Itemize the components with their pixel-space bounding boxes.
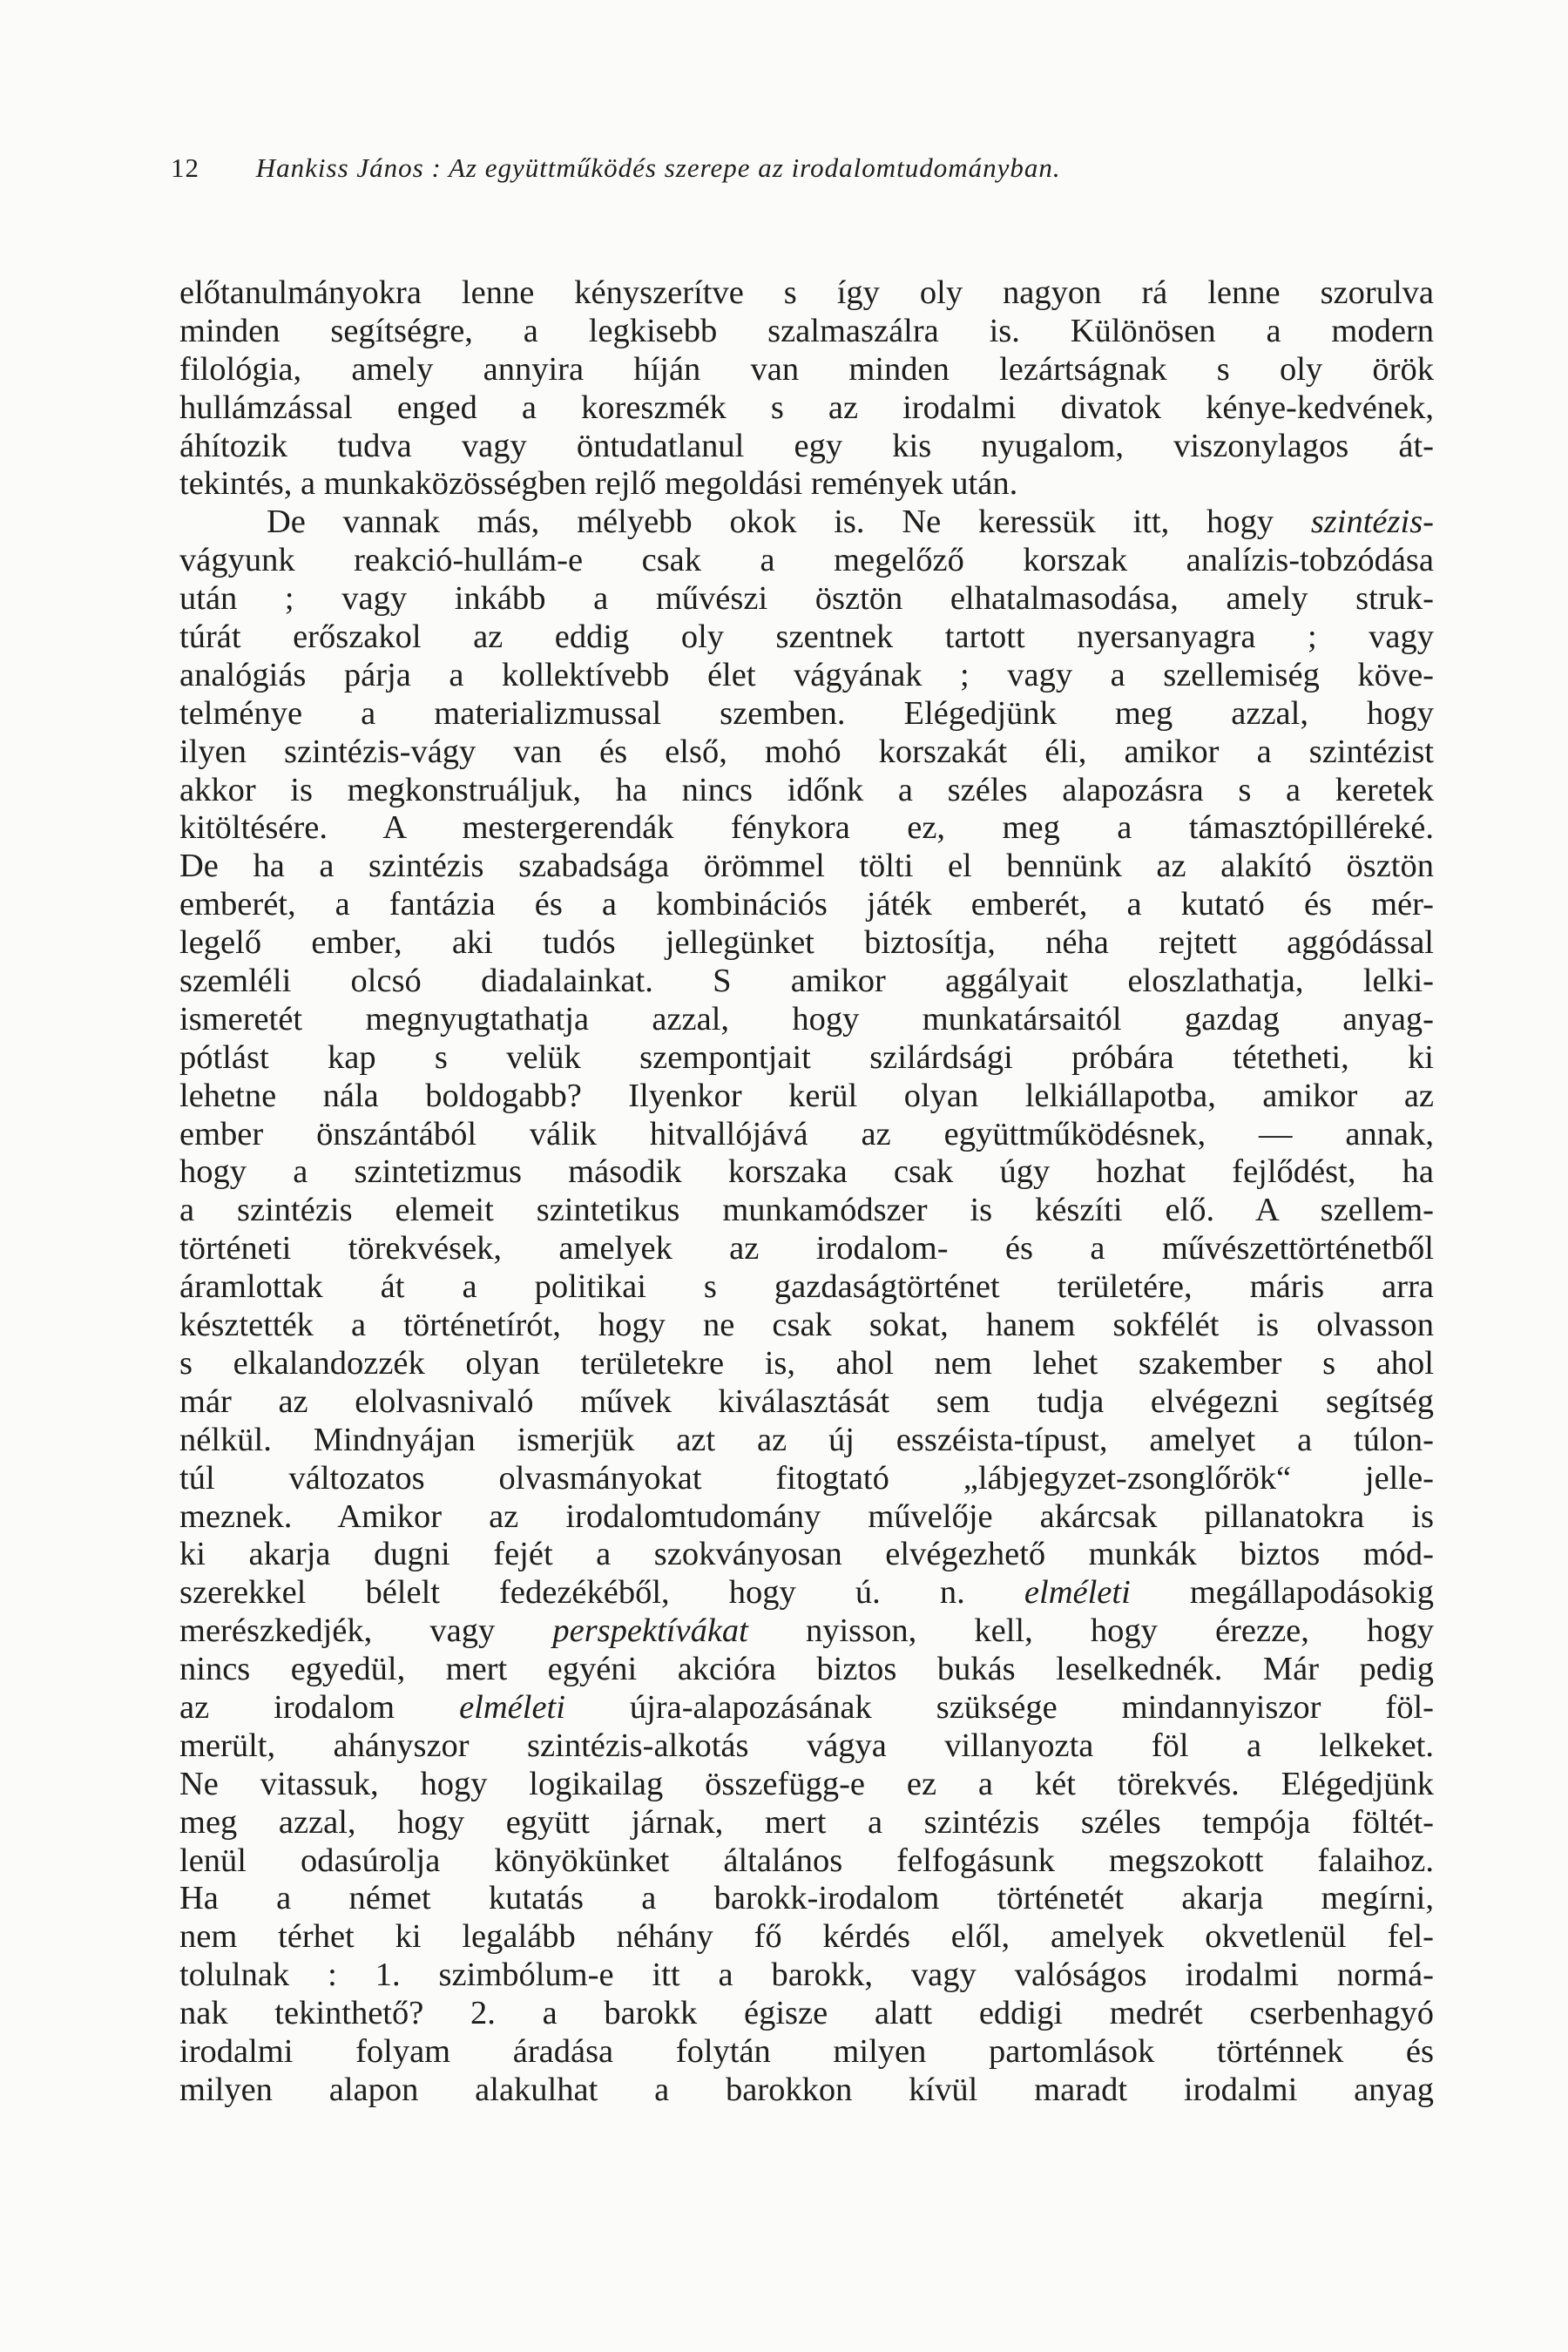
page-number: 12: [171, 152, 199, 183]
text-line: irodalmi folyam áradása folytán milyen partomlások történnek és: [179, 2032, 1434, 2070]
text-line: nak tekinthető? 2. a barokk égisze alatt eddigi medrét cserbenhagyó: [179, 1995, 1434, 2032]
text-line: telménye a materializmussal szemben. Elégedjünk meg azzal, hogy: [179, 694, 1434, 732]
italic-text-segment: perspektívákat: [552, 1612, 748, 1650]
text-line: áramlottak át a politikai s gazdaságtörténet területére, máris arra: [179, 1268, 1434, 1306]
text-line: már az elolvasnivaló művek kiválasztását sem tudja elvégezni segítség: [179, 1382, 1434, 1420]
text-line: nem térhet ki legalább néhány fő kérdés elől, amelyek okvetlenül fel-: [179, 1918, 1434, 1956]
text-line: ki akarja dugni fejét a szokványosan elvégezhető munkák biztos mód-: [179, 1536, 1434, 1573]
text-line: tekintés, a munkaközösségben rejlő megoldási remények után.: [179, 465, 1018, 503]
text-line: legelő ember, aki tudós jellegünket biztosítja, néha rejtett aggódással: [179, 924, 1434, 962]
text-line: milyen alapon alakulhat a barokkon kívül maradt irodalmi anyag: [179, 2071, 1434, 2108]
italic-text-segment: elméleti: [1024, 1574, 1131, 1612]
text-line: tolulnak : 1. szimbólum-e itt a barokk, vagy valóságos irodalmi normá-: [179, 1957, 1434, 1994]
text-line: túrát erőszakol az eddig oly szentnek tartott nyersanyagra ; vagy: [179, 618, 1434, 656]
text-segment: megállapodásokig: [1130, 1574, 1435, 1612]
text-line: áhítozik tudva vagy öntudatlanul egy kis nyugalom, viszonylagos át-: [179, 427, 1434, 464]
text-line: nélkül. Mindnyájan ismerjük azt az új esszéista-típust, amelyet a túlon-: [179, 1421, 1434, 1458]
text-line: hogy a szintetizmus második korszaka csak úgy hozhat fejlődést, ha: [179, 1153, 1434, 1191]
text-line: hullámzással enged a koreszmék s az irodalmi divatok kénye-kedvének,: [179, 389, 1434, 426]
running-header: [171, 146, 1443, 190]
text-line: emberét, a fantázia és a kombinációs játék emberét, a kutató és mér-: [179, 886, 1434, 923]
text-line: Ne vitassuk, hogy logikailag összefügg-e ez a két törekvés. Elégedjünk: [179, 1765, 1434, 1802]
text-line: vágyunk reakció-hullám-e csak a megelőző korszak analízis-tobzódása: [179, 542, 1434, 579]
text-line: késztették a történetírót, hogy ne csak sokat, hanem sokfélét is olvasson: [179, 1307, 1434, 1344]
text-segment: nyisson, kell, hogy érezze, hogy: [747, 1612, 1435, 1650]
text-line: ilyen szintézis-vágy van és első, mohó korszakát éli, amikor a szintézist: [179, 733, 1434, 770]
body-text: [179, 274, 1434, 2110]
text-line: történeti törekvések, amelyek az irodalom- és a művészettörténetből: [179, 1230, 1434, 1267]
text-line: után ; vagy inkább a művészi ösztön elhatalmasodása, amely struk-: [179, 580, 1434, 618]
text-line: ismeretét megnyugtathatja azzal, hogy munkatársaitól gazdag anyag-: [179, 1000, 1434, 1037]
text-line: [179, 504, 1434, 542]
text-segment: az irodalom: [179, 1688, 460, 1726]
text-line: meznek. Amikor az irodalomtudomány művelője akárcsak pillanatokra is: [179, 1497, 1434, 1535]
text-line: merült, ahányszor szintézis-alkotás vágya villanyozta föl a lelkeket.: [179, 1727, 1434, 1764]
text-line: [179, 1574, 1434, 1612]
text-line: előtanulmányokra lenne kényszerítve s így oly nagyon rá lenne szorulva: [179, 274, 1434, 311]
text-line: kitöltésére. A mestergerendák fénykora ez, meg a támasztópilléreké.: [179, 809, 1434, 847]
text-line: nincs egyedül, mert egyéni akcióra biztos bukás leselkednék. Már pedig: [179, 1651, 1434, 1688]
text-line: minden segítségre, a legkisebb szalmaszálra is. Különösen a modern: [179, 312, 1434, 349]
text-line: meg azzal, hogy együtt járnak, mert a szintézis széles tempója föltét-: [179, 1803, 1434, 1841]
text-segment: újra-alapozásának szüksége mindannyiszor föl-: [564, 1688, 1434, 1726]
running-title: Hankiss János : Az együttműködés szerepe az irodalomtudományban.: [255, 152, 1061, 183]
text-segment: De vannak más, mélyebb okok is. Ne keressük itt, hogy: [267, 504, 1311, 541]
text-line: [179, 1689, 1434, 1727]
text-line: pótlást kap s velük szempontjait szilárdsági próbára tétetheti, ki: [179, 1038, 1434, 1076]
italic-text-segment: elméleti: [459, 1688, 565, 1726]
text-line: ember önszántából válik hitvallójává az együttműködésnek, — annak,: [179, 1115, 1434, 1152]
text-line: túl változatos olvasmányokat fitogtató „lábjegyzet-zsonglőrök“ jelle-: [179, 1459, 1434, 1497]
italic-text-segment: szintézis-: [1310, 504, 1434, 541]
text-segment: merészkedjék, vagy: [179, 1612, 553, 1650]
text-line: akkor is megkonstruáljuk, ha nincs időnk a széles alapozásra s a keretek: [179, 771, 1434, 808]
text-line: lehetne nála boldogabb? Ilyenkor kerül olyan lelkiállapotba, amikor az: [179, 1077, 1434, 1114]
text-line: [179, 1612, 1434, 1651]
text-line: a szintézis elemeit szintetikus munkamódszer is készíti elő. A szellem-: [179, 1192, 1434, 1229]
text-line: szemléli olcsó diadalainkat. S amikor aggályait eloszlathatja, lelki-: [179, 963, 1434, 1000]
text-line: s elkalandozzék olyan területekre is, ahol nem lehet szakember s ahol: [179, 1344, 1434, 1382]
text-line: lenül odasúrolja könyökünket általános felfogásunk megszokott falaihoz.: [179, 1842, 1434, 1879]
text-line: analógiás párja a kollektívebb élet vágyának ; vagy a szellemiség köve-: [179, 656, 1434, 693]
text-line: filológia, amely annyira híján van minden lezártságnak s oly örök: [179, 350, 1434, 388]
text-segment: szerekkel bélelt fedezékéből, hogy ú. n.: [179, 1574, 1024, 1612]
text-line: Ha a német kutatás a barokk-irodalom történetét akarja megírni,: [179, 1880, 1434, 1917]
text-line: De ha a szintézis szabadsága örömmel tölti el bennünk az alakító ösztön: [179, 848, 1434, 885]
